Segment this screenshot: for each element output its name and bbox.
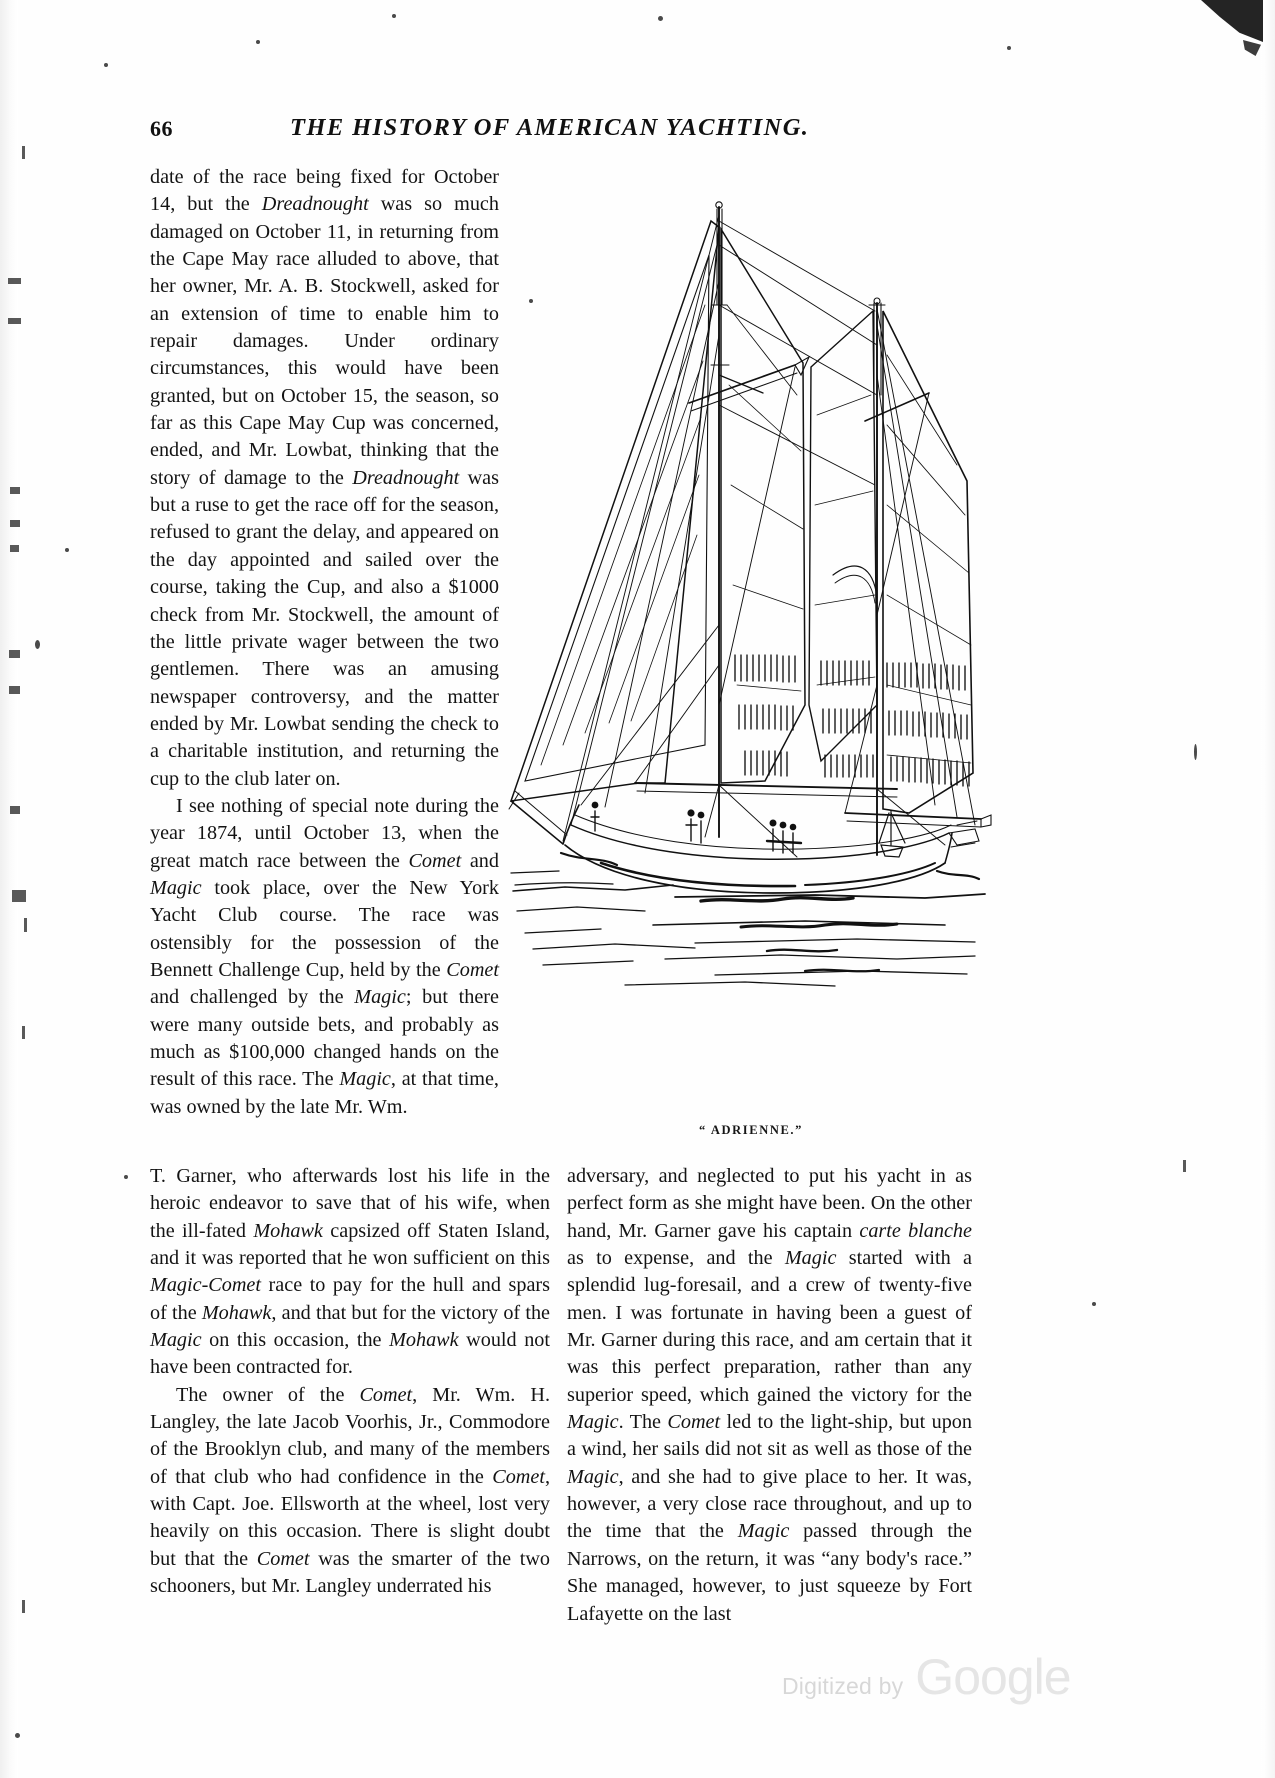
scan-corner-artifact: [1201, 0, 1263, 42]
gaffs: [689, 357, 929, 421]
water-lines: [511, 871, 985, 986]
scan-edge-mark: [10, 487, 20, 494]
scan-edge-mark: [10, 520, 20, 527]
masts: [719, 207, 877, 855]
bowsprit: [509, 791, 567, 844]
scan-speck: [658, 16, 663, 21]
scan-edge-mark: [1183, 1160, 1186, 1172]
headsails: [511, 221, 719, 801]
scan-speck: [15, 1733, 20, 1738]
illustration-caption: “ ADRIENNE.”: [699, 1123, 803, 1137]
digitized-by-google-watermark: [782, 1649, 1071, 1705]
crew-figures: [591, 802, 801, 853]
scan-speck: [124, 1175, 128, 1179]
body-column-left-upper: [150, 164, 499, 1121]
scan-edge-mark: [22, 1026, 25, 1039]
page-title: THE HISTORY OF AMERICAN YACHTING.: [290, 114, 810, 141]
mast-details: [711, 202, 885, 395]
paragraph: date of the race being fixed for October 14, but the Dreadnought was so much damaged on October 11, in returning from the Cape May race alluded to above, that her owner, Mr. A. B. Stockwell, asked for an extension of time to enable him to repair damages. Under ordinary circumstances, this would have been granted, but on October 15, the season, so far as this Cape May Cup was concerned, ended, and Mr. Lowbat, thinking that the story of damage to the Dreadnought was but a ruse to get the race off for the season, refused to grant the delay, and appeared on the day appointed and sailed over the course, taking the Cup, and also a $1000 check from Mr. Stockwell, the amount of the little private wager between the two gentlemen. There was an amusing newspaper controversy, and the matter ended by Mr. Lowbat sending the check to a charitable institution, and returning the cup to the club later on.: [150, 166, 499, 790]
running-head: [150, 112, 870, 146]
scan-speck: [256, 40, 260, 44]
scan-left-edge-shadow: [0, 0, 18, 1778]
google-wordmark: Google: [915, 1649, 1071, 1705]
paragraph: The owner of the Comet, Mr. Wm. H. Langley, the late Jacob Voorhis, Jr., Commodore of the Brooklyn club, and many of the members of that club who had confidence in the Comet, with Capt. Joe. Ellsworth at the wheel, lost very heavily on this occasion. There is slight doubt but that the Comet was the smarter of the two schooners, but Mr. Langley underrated his: [150, 1383, 550, 1598]
scan-speck: [1194, 744, 1197, 760]
scan-edge-mark: [22, 1600, 25, 1613]
scan-speck: [104, 63, 108, 67]
scan-speck: [1007, 46, 1011, 50]
body-column-left-lower: [150, 1163, 550, 1601]
scan-edge-mark: [22, 146, 25, 159]
main-staysail: [809, 311, 877, 761]
foresail: [721, 229, 805, 783]
scan-edge-mark: [10, 545, 19, 552]
paragraph: adversary, and neglected to put his yacht in as perfect form as she might have been. On the other hand, Mr. Garner gave his captain carte blanche as to expense, and the Magic started with a splendid lug-foresail, and a crew of twenty-five men. I was fortunate in having been a guest of Mr. Garner during this race, and am certain that it was this perfect preparation, rather than any superior speed, which gained the victory for the Magic. The Comet led to the light-ship, but upon a wind, her sails did not sit as well as those of the Magic, and she had to give place to her. It was, however, a very close race throughout, and up to the time that the Magic passed through the Narrows, on the return, it was “any body's race.” She managed, however, to just squeeze by Fort Lafayette on the last: [567, 1165, 972, 1625]
scan-speck: [35, 640, 40, 649]
scan-right-edge-shadow: [1261, 0, 1275, 1778]
digitized-by-label: Digitized by: [782, 1673, 904, 1699]
scan-speck: [65, 548, 69, 552]
paragraph: T. Garner, who afterwards lost his life in the heroic endeavor to save that of his wife, when the ill-fated Mohawk capsized off Staten Island, and it was reported that he won sufficient on this Magic-Comet race to pay for the hull and spars of the Mohawk, and that but for the victory of the Magic on this occasion, the Mohawk would not have been contracted for.: [150, 1165, 551, 1379]
scan-edge-mark: [24, 918, 27, 932]
scan-edge-mark: [8, 278, 21, 284]
scan-edge-mark: [8, 318, 21, 324]
paragraph: I see nothing of special note during the year 1874, until October 13, when the great match race between the Comet and Magic took place, over the New York Yacht Club course. The race was ostensibly for the possession of the Bennett Challenge Cup, held by the Comet and challenged by the Magic; but there were many outside bets, and probably as much as $100,000 changed hands on the result of this race. The Magic, at that time, was owned by the late Mr. Wm.: [150, 794, 499, 1118]
page-number: 66: [150, 116, 173, 141]
scan-speck: [392, 14, 396, 18]
booms: [635, 783, 991, 827]
body-column-right-lower: [567, 1163, 972, 1628]
illustration-schooner-adrienne: [505, 185, 997, 1090]
scan-edge-mark: [10, 806, 20, 814]
scan-edge-mark: [12, 890, 26, 902]
scan-edge-mark: [9, 686, 20, 694]
scan-edge-mark: [9, 650, 20, 658]
scan-speck: [1092, 1302, 1096, 1306]
hull: [563, 805, 979, 893]
scan-corner-artifact-secondary: [1243, 40, 1261, 56]
mainsail: [883, 311, 973, 813]
